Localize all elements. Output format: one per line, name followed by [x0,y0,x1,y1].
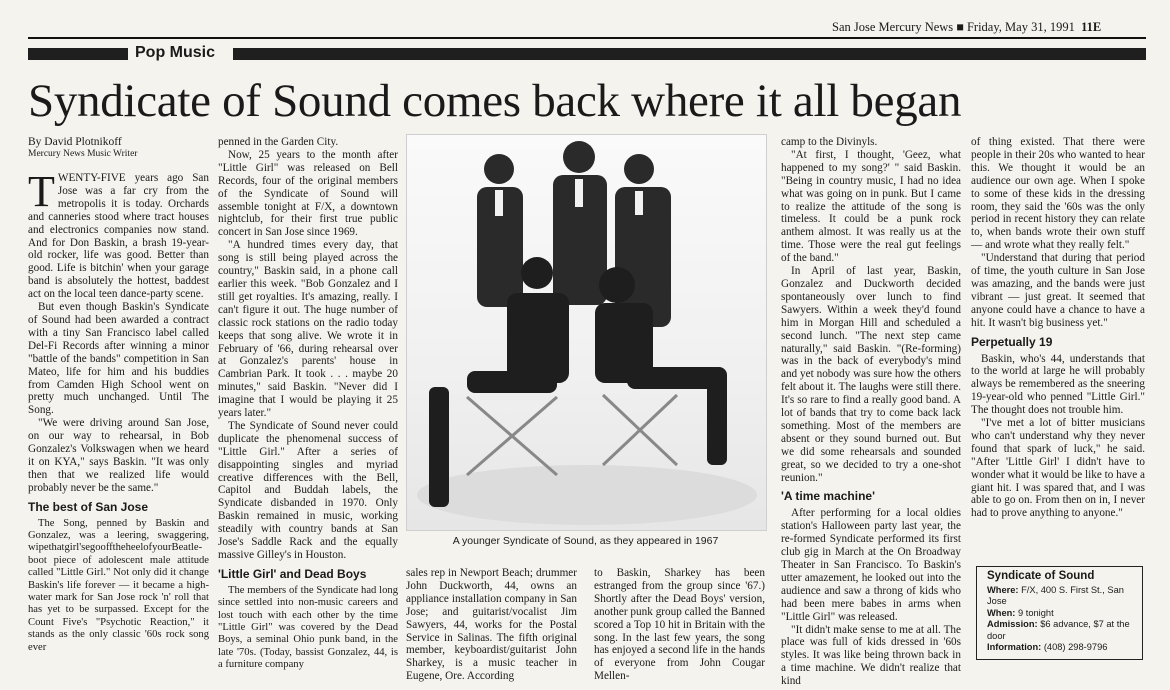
paragraph: penned in the Garden City. [218,136,339,148]
paragraph: In April of last year, Baskin, Gonzalez and Duckworth decided spontaneously over lunch to find Sawyers. Within a week they'd found him in Morgan Hill and scheduled a second lunch. "The next step came naturally," said Baskin. "(Re-forming) was in the back of everybody's mind and yet nobody was sure how the others felt about it. The laughs were still there. It's so rare to find a really good band. A lot of bands that try to come back lack something. Most of the members are absent or they sound burned out. But we did some rehearsals and sounded great, so we decided to try a one-shot reunion." [781,265,961,484]
band-photo-figures [407,135,766,530]
paragraph: Now, 25 years to the month after "Little Girl" was released on Bell Records, four of the original members of the Syndicate of Sound will assemble tonight at F/X, a downtown nightclub, for their first true public concert in San Jose since 1969. [218,148,398,239]
section-bar [28,45,1146,63]
paragraph: "At first, I thought, 'Geez, what happened to my song?' " said Baskin. "Being in country music, I had no idea what was going on in punk. But I came to realize the attitude of the song is timeless. It could be a punk rock anthem almost. It was really us at the time. Those were the real gut feelings of the band." [781,148,961,265]
section-label: Pop Music [130,44,220,62]
paragraph: The members of the Syndicate had long since settled into non-music careers and lost touch with each other by the time "Little Girl" was covered by the Dead Boys, a seminal Ohio punk band, in the late '70s. (Today, bassist Gonzalez, 44, is a furniture company [218,584,398,671]
article-column-1 [28,136,209,654]
section-bar-left [28,48,128,60]
byline-author: By David Plotnikoff [28,136,122,148]
header-separator: ■ [956,20,964,34]
publication-date: Friday, May 31, 1991 [966,20,1075,34]
paragraph: "A hundred times every day, that song is still being played across the country," Baskin said, in a phone call earlier this week. "Bob Gonzalez and I still get royalties. It's amazing, really. I can't figure it out. The huge number of classic rock stations on the radio today keeps that song alive. We wrote it in February of '66, during rehearsal over at Gonzalez's parents' house in Cambrian Park. It took . . . maybe 20 minutes," said Baskin. "Never did I imagine that I would be playing it 25 years later." [218,239,398,420]
article-column-2 [218,136,398,672]
subhead-little-girl-dead-boys: 'Little Girl' and Dead Boys [218,566,367,581]
article-column-5 [971,136,1145,520]
paragraph: camp to the Divinyls. [781,136,878,148]
info-when: When: 9 tonight [987,607,1054,618]
paragraph: The Song, penned by Baskin and Gonzalez, was a leering, swaggering, wipethatgirl'segoofftheheelofyourBeatle-boot piece of adolescent male attitude called "Little Girl." Not only did it change Baskin's life forever — it became a high-water mark for San Jose rock 'n' roll that has yet to be surpassed. Except for the Count Five's "Psychotic Reaction," it stands as the only classic '60s rock song ever [28,517,209,653]
info-title: Syndicate of Sound [987,570,1095,582]
info-admission: Admission: $6 advance, $7 at the door [987,619,1130,641]
headline: Syndicate of Sound comes back where it all began [28,75,962,127]
paragraph: The Syndicate of Sound never could duplicate the phenomenal success of "Little Girl." After a series of disappointing singles and myriad creative differences with the Bell, Capitol and Buddah labels, the Syndicate disbanded in 1970. Only Baskin remained in music, working steadily with country bands at San Jose's Saddle Rack and the equally massive Gilley's in Houston. [218,419,398,561]
paragraph: of thing existed. That there were people in their 20s who wanted to hear this. We thought it would be an audience our own age. When I spoke to some of these kids in the dressing room, they said the '60s was the only period in recent history they can relate to, when bands wrote their own stuff — and wrote what they really felt." [971,136,1145,252]
page-header [832,20,1101,35]
band-photo [406,134,767,531]
article-column-3b [594,567,765,683]
subhead-time-machine: 'A time machine' [781,489,875,504]
byline-role: Mercury News Music Writer [28,149,138,159]
paragraph: "It didn't make sense to me at all. The place was full of kids dressed in '60s styles. It was like being thrown back in a time machine. We didn't realize that kind [781,623,961,688]
photo-caption: A younger Syndicate of Sound, as they appeared in 1967 [452,535,719,547]
paragraph: "Understand that during that period of time, the youth culture in San Jose was amazing, and the bands were just vibrant — just great. It seemed that anyone could have a chance to have a hit. It wasn't big business yet." [971,252,1145,329]
header-rule [28,37,1146,39]
paragraph: Baskin, who's 44, understands that to the world at large he will probably always be remembered as the sneering 19-year-old who penned "Little Girl." The thought does not trouble him. [971,352,1145,417]
section-bar-right [233,48,1146,60]
paragraph: But even though Baskin's Syndicate of Sound had been awarded a contract with a tiny San Francisco label called Del-Fi Records after winning a minor "battle of the bands" competition in San Mateo, life for him and his buddies from Camden High School went on pretty much unchanged. Until The Song. [28,301,209,417]
lead-paragraph: TWENTY-FIVE years ago San Jose was a far cry from the metropolis it is today. Orchards and canneries stood where tract houses and electronics companies now stand. And for Don Baskin, a brash 19-year-old rocker, life was good. Better than good. Life is bitchin' when your garage band is absolutely the hottest, baddest act on the local teen dance-party scene. [28,167,209,301]
article-column-4 [781,136,961,688]
drop-cap: T [28,167,55,216]
paragraph: After performing for a local oldies station's Halloween party last year, the re-formed Syndicate performed its first club gig in March at the On Broadway Theater in San Francisco. To Baskin's utter amazement, he looked out into the audience and saw a throng of kids who had been mere babes in arms when "Little Girl" was released. [781,507,961,623]
info-where: Where: F/X, 400 S. First St., San Jose [987,584,1124,606]
article-column-3a [406,567,577,683]
publication-name: San Jose Mercury News [832,20,954,34]
paragraph: sales rep in Newport Beach; drummer John Duckworth, 44, owns an appliance installation company in San Jose; and guitarist/vocalist Jim Sawyers, 44, works for the Postal Service in Salinas. The fifth original member, keyboardist/guitarist John Sharkey, is a music teacher in Eugene, Ore. According [406,567,577,683]
paragraph: "I've met a lot of bitter musicians who can't understand why they never found that spark of luck," he said. "After 'Little Girl' I didn't have to wonder what it would be like to have a giant hit. I was spared that, and I was able to go on. From then on in, I never had to prove anything to anyone." [971,417,1145,520]
subhead-best-of-san-jose: The best of San Jose [28,499,149,514]
paragraph: to Baskin, Sharkey has been estranged from the group since '67.) Shortly after the Dead Boys' version, another punk group called the Banned scored a Top 10 hit in Britain with the song. In the last few years, the song has enjoyed a second life in the hands of everyone from John Cougar Mellen- [594,567,765,683]
page-number: 11E [1081,20,1102,34]
subhead-perpetually-19: Perpetually 19 [971,334,1053,349]
info-phone: Information: (408) 298-9796 [987,642,1108,652]
event-info-box [976,566,1143,660]
paragraph: "We were driving around San Jose, on our way to rehearsal, in Bob Gonzalez's Volkswagen when we heard it on KYA," says Baskin. "It was only then that we realized life would probably never be the same." [28,417,209,494]
